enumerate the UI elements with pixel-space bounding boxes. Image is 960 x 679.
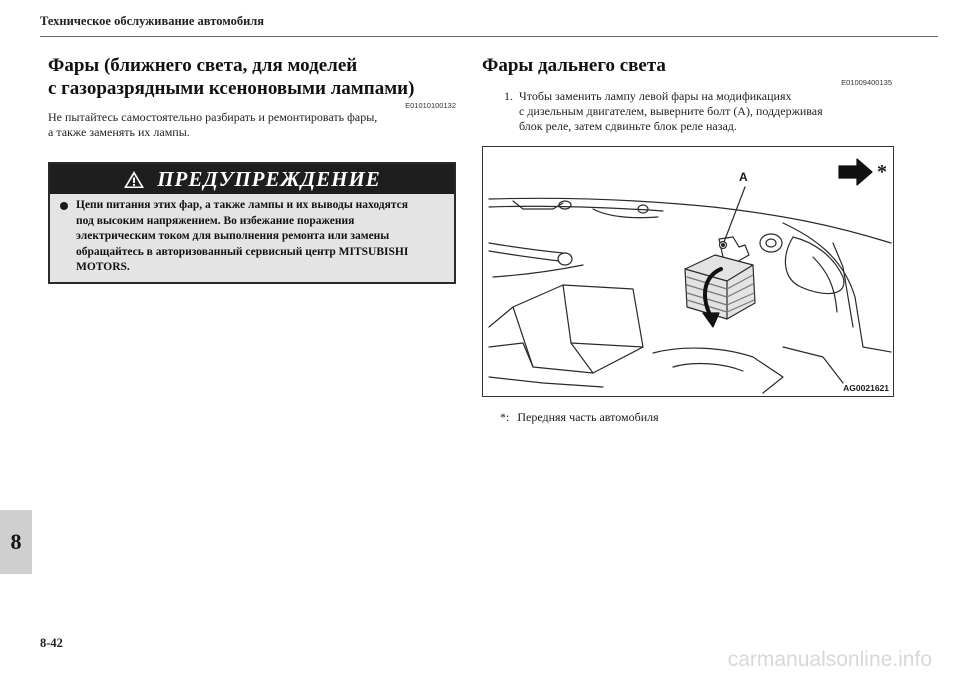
footnote bbox=[482, 410, 892, 425]
warning-text-line-3: электрическим током для выполнения ремонта или замены bbox=[76, 230, 390, 242]
engine-bay-drawing bbox=[483, 147, 893, 396]
warning-title: ПРЕДУПРЕЖДЕНИЕ bbox=[157, 166, 381, 191]
chapter-number: 8 bbox=[10, 529, 22, 554]
warning-triangle-icon bbox=[123, 170, 145, 189]
step-text-line-2: с дизельным двигателем, выверните болт (A), поддерживая bbox=[519, 104, 823, 118]
warning-text-line-5: MOTORS. bbox=[76, 261, 130, 273]
left-column bbox=[48, 54, 456, 284]
warning-text-line-4: обращайтесь в авторизованный сервисный центр MITSUBISHI bbox=[76, 245, 409, 258]
figure-code: AG0021621 bbox=[843, 383, 889, 393]
step-text bbox=[519, 89, 823, 134]
bullet-icon bbox=[60, 202, 68, 210]
step-1 bbox=[482, 89, 892, 134]
warning-text bbox=[76, 198, 408, 276]
engine-bay-illustration bbox=[482, 146, 894, 397]
watermark: carmanualsonline.info bbox=[727, 648, 932, 671]
low-beam-body-line-1: Не пытайтесь самостоятельно разбирать и ремонтировать фары, bbox=[48, 110, 378, 124]
step-text-line-3: блок реле, затем сдвиньте блок реле назад. bbox=[519, 119, 737, 133]
footnote-mark: *: bbox=[500, 410, 510, 424]
page-number: 8-42 bbox=[40, 636, 63, 650]
right-column bbox=[482, 54, 892, 425]
high-beam-section-code: E01009400135 bbox=[841, 78, 892, 87]
low-beam-body-line-2: а также заменять их лампы. bbox=[48, 125, 190, 139]
chapter-tab bbox=[0, 510, 32, 574]
low-beam-body bbox=[48, 110, 456, 140]
footnote-text: Передняя часть автомобиля bbox=[517, 410, 659, 424]
warning-box bbox=[48, 162, 456, 284]
step-number: 1. bbox=[504, 89, 513, 103]
warning-text-line-2: под высоким напряжением. Во избежание поражения bbox=[76, 214, 355, 227]
step-text-line-1: Чтобы заменить лампу левой фары на модификациях bbox=[519, 89, 792, 103]
high-beam-title: Фары дальнего света bbox=[482, 55, 666, 76]
bolt-a-label: A bbox=[739, 170, 748, 184]
warning-header bbox=[50, 164, 454, 194]
running-header: Техническое обслуживание автомобиля bbox=[40, 14, 265, 28]
low-beam-title-line-1: Фары (ближнего света, для моделей bbox=[48, 55, 358, 76]
low-beam-title bbox=[48, 54, 456, 100]
warning-text-line-1: Цепи питания этих фар, а также лампы и их выводы находятся bbox=[76, 199, 408, 211]
low-beam-section-code: E01010100132 bbox=[405, 101, 456, 110]
front-marker-star: * bbox=[877, 161, 887, 183]
header-divider bbox=[40, 36, 938, 37]
low-beam-title-line-2: с газоразрядными ксеноновыми лампами) bbox=[48, 78, 415, 99]
warning-item bbox=[56, 198, 448, 276]
